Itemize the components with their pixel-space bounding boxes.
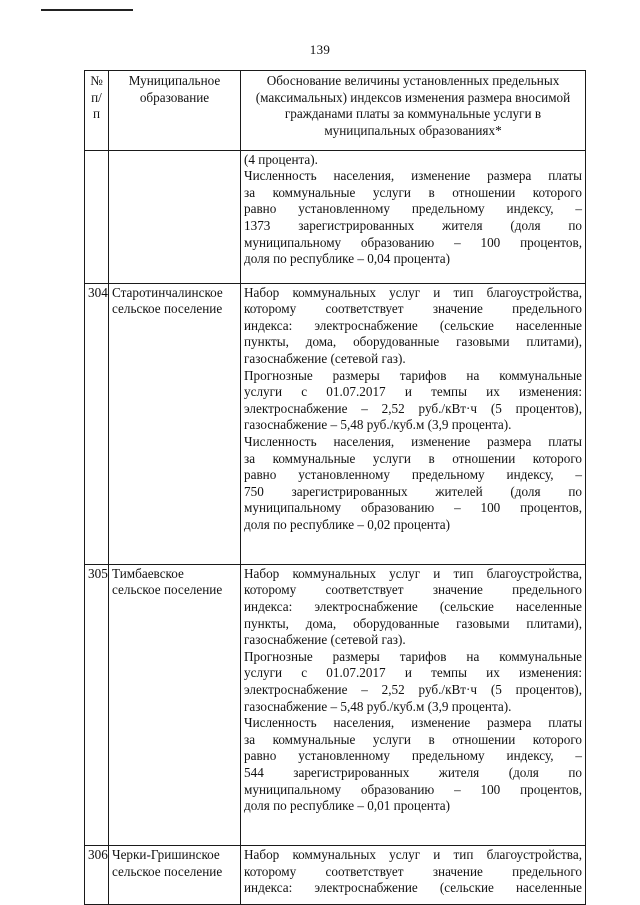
table-row: [85, 283, 586, 564]
justification-line: за коммунальные услуги в отношении которого: [244, 731, 582, 747]
row-num: 305: [85, 564, 109, 845]
row-municipality: [109, 564, 241, 845]
justification-line: равно установленному предельному индексу, –: [244, 201, 582, 217]
municipality-line: сельское поселение: [112, 863, 223, 879]
justification-line: доля по республике – 0,01 процента): [244, 798, 451, 814]
page-number: 139: [309, 42, 331, 57]
justification-line: электроснабжение – 2,52 руб./кВт·ч (5 процентов),: [244, 400, 582, 416]
justification-line: Численность населения, изменение размера платы: [244, 434, 582, 450]
justification-line: газоснабжение (сетевой газ).: [244, 351, 406, 367]
justification-line: услуги с 01.07.2017 и темпы их изменения:: [244, 384, 582, 400]
justification-line: газоснабжение – 5,48 руб./куб.м (3,9 процента).: [244, 417, 512, 433]
justification-line: Прогнозные размеры тарифов на коммунальные: [244, 648, 582, 664]
tariff-table: [84, 70, 586, 905]
justification-line: за коммунальные услуги в отношении которого: [244, 184, 582, 200]
continuation-municipality-cell: [109, 150, 241, 283]
header-num: № п/п: [85, 71, 109, 151]
header-rule: [41, 9, 133, 11]
justification-line: муниципальному образованию – 100 процентов,: [244, 234, 582, 250]
justification-line: Набор коммунальных услуг и тип благоустройства,: [244, 847, 582, 863]
municipality-line: Тимбаевское: [112, 565, 184, 581]
justification-line: пункты, дома, оборудованные газовыми плитами),: [244, 615, 582, 631]
municipality-line: сельское поселение: [112, 582, 223, 598]
table-header-row: [85, 71, 586, 151]
justification-line: 750 зарегистрированных жителей (доля по: [244, 483, 582, 499]
justification-line: газоснабжение (сетевой газ).: [244, 632, 406, 648]
justification-line: равно установленному предельному индексу, –: [244, 748, 582, 764]
justification-line: муниципальному образованию – 100 процентов,: [244, 500, 582, 516]
row-municipality: [109, 846, 241, 905]
municipality-line: Черки-Гришинское: [112, 847, 220, 863]
justification-line: которому соответствует значение предельного: [244, 863, 582, 879]
justification-line: 544 зарегистрированных жителя (доля по: [244, 764, 582, 780]
continuation-justification-cell: [241, 150, 586, 283]
justification-line: Набор коммунальных услуг и тип благоустройства,: [244, 565, 582, 581]
justification-line: пункты, дома, оборудованные газовыми плитами),: [244, 334, 582, 350]
row-justification: [241, 564, 586, 845]
justification-line: Набор коммунальных услуг и тип благоустройства,: [244, 284, 582, 300]
municipality-line: сельское поселение: [112, 301, 223, 317]
justification-line: за коммунальные услуги в отношении которого: [244, 450, 582, 466]
justification-line: муниципальному образованию – 100 процентов,: [244, 781, 582, 797]
justification-line: услуги с 01.07.2017 и темпы их изменения:: [244, 665, 582, 681]
header-justification: Обоснование величины установленных предельных (максимальных) индексов изменения размера вносимой гражданами платы за коммунальные услуги в муниципальных образованиях*: [241, 71, 586, 151]
table-row-continuation: [85, 150, 586, 283]
table-row: [85, 846, 586, 905]
municipality-line: Старотинчалинское: [112, 284, 223, 300]
justification-line: равно установленному предельному индексу, –: [244, 467, 582, 483]
justification-line: доля по республике – 0,04 процента): [244, 251, 451, 267]
row-municipality: [109, 283, 241, 564]
justification-line: электроснабжение – 2,52 руб./кВт·ч (5 процентов),: [244, 682, 582, 698]
justification-line: Численность населения, изменение размера платы: [244, 168, 582, 184]
justification-line: 1373 зарегистрированных жителя (доля по: [244, 218, 582, 234]
justification-line: газоснабжение – 5,48 руб./куб.м (3,9 процента).: [244, 698, 512, 714]
justification-line: индекса: электроснабжение (сельские населенные: [244, 317, 582, 333]
justification-line: индекса: электроснабжение (сельские населенные: [244, 880, 582, 896]
justification-line: доля по республике – 0,02 процента): [244, 516, 451, 532]
row-num: 306: [85, 846, 109, 905]
table-row: [85, 564, 586, 845]
row-justification: [241, 283, 586, 564]
justification-line: Численность населения, изменение размера платы: [244, 715, 582, 731]
justification-line: которому соответствует значение предельного: [244, 301, 582, 317]
continuation-num-cell: [85, 150, 109, 283]
header-municipality: Муниципальное образование: [109, 71, 241, 151]
row-num: 304: [85, 283, 109, 564]
row-justification: [241, 846, 586, 905]
justification-line: Прогнозные размеры тарифов на коммунальные: [244, 367, 582, 383]
justification-line: индекса: электроснабжение (сельские населенные: [244, 599, 582, 615]
justification-line: которому соответствует значение предельного: [244, 582, 582, 598]
justification-line: (4 процента).: [244, 151, 318, 167]
